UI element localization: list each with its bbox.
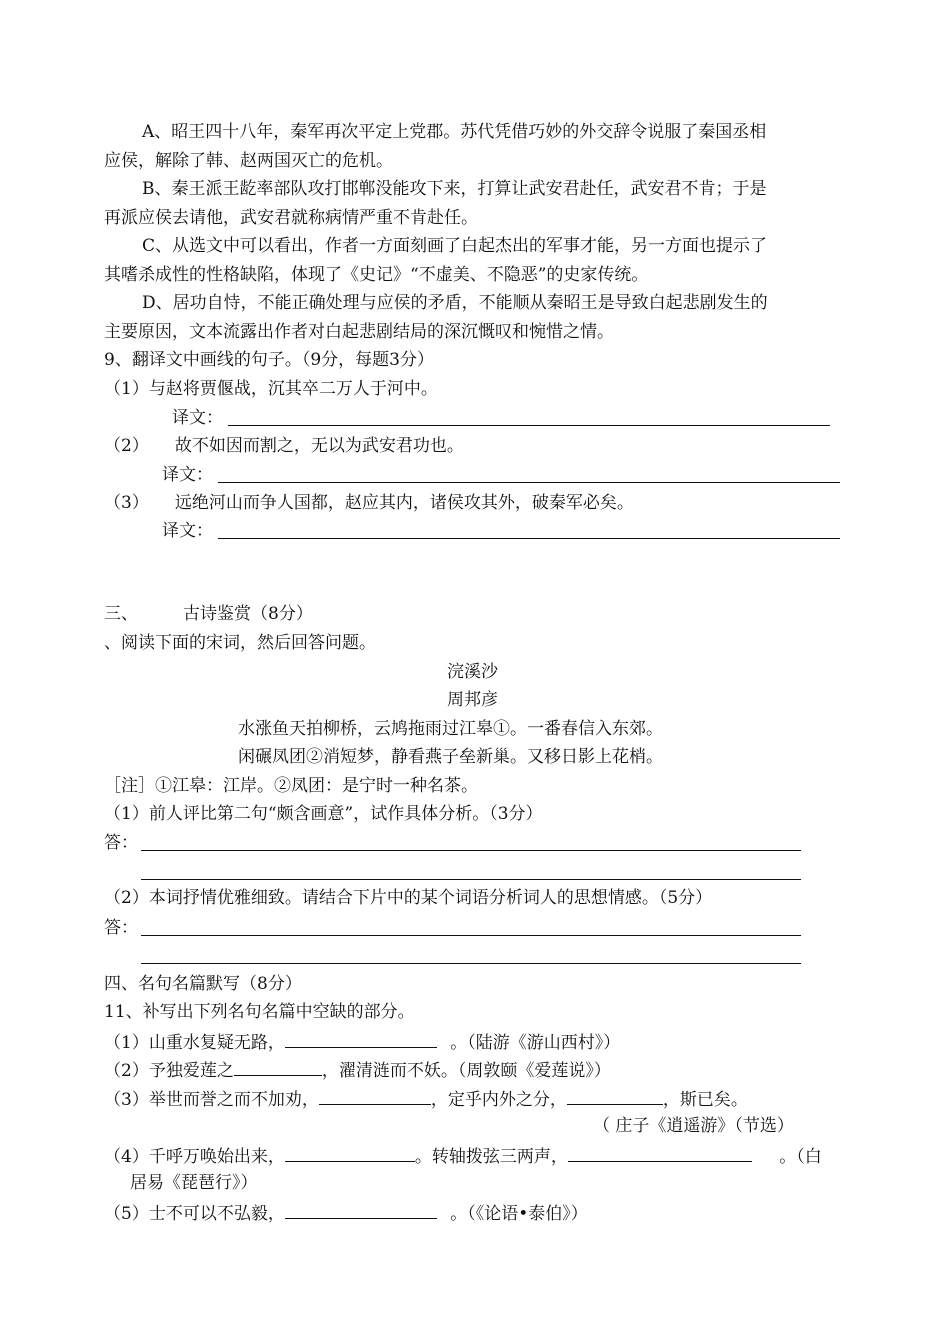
recite-item-3 <box>104 1086 748 1112</box>
recite-item-3-blank-1[interactable] <box>319 1086 431 1105</box>
section3-heading <box>104 602 313 626</box>
option-d-line1: D、居功自恃，不能正确处理与应侯的矛盾，不能顺从秦昭王是导致白起悲剧发生的 <box>142 293 768 313</box>
recite-item-5 <box>104 1200 588 1226</box>
recite-item-1-source: 。（陆游《游山西村》） <box>444 1033 621 1053</box>
poem-note: ［注］①江皋：江岸。②凤团：是宁时一种名茶。 <box>104 776 478 796</box>
q9-item-3-text: 远绝河山而争人国都，赵应其内，诸侯攻其外，破秦军必矣。 <box>174 493 634 513</box>
recite-item-5-prompt: （5）士不可以不弘毅， <box>104 1204 285 1224</box>
recite-item-5-source: 。（《论语•泰伯》） <box>444 1204 588 1224</box>
option-a-line1: A、昭王四十八年，秦军再次平定上党郡。苏代凭借巧妙的外交辞令说服了秦国丞相 <box>142 122 767 142</box>
poem-author: 周邦彦 <box>447 690 498 710</box>
section3-heading-num: 三、 <box>104 604 138 624</box>
section3-q2-answer-label: 答： <box>104 918 138 938</box>
recite-item-4 <box>104 1143 822 1169</box>
poem-title: 浣溪沙 <box>447 662 498 682</box>
recite-item-1-blank[interactable] <box>285 1029 437 1048</box>
section4-q11: 11、补写出下列名句名篇中空缺的部分。 <box>104 1002 415 1022</box>
recite-item-3-blank-2[interactable] <box>567 1086 663 1105</box>
recite-item-3-mid: ，定乎内外之分， <box>430 1090 567 1110</box>
section3-q2-answer-line-1[interactable] <box>141 935 801 936</box>
section3-q2-answer-line-2[interactable] <box>141 963 801 964</box>
recite-item-4-blank-1[interactable] <box>285 1143 415 1162</box>
recite-item-2 <box>104 1057 611 1083</box>
q9-item-1-text: 与赵将贾偃战，沉其卒二万人于河中。 <box>148 379 438 399</box>
recite-item-3-prompt: （3）举世而誉之而不加劝， <box>104 1090 319 1110</box>
section3-q2: （2）本词抒情优雅细致。请结合下片中的某个词语分析词人的思想情感。（5分） <box>104 888 713 908</box>
q9-item-2-answer-line[interactable] <box>218 482 840 483</box>
section3-q1-answer-line-1[interactable] <box>141 850 801 851</box>
q9-item-1-answer-label: 译文： <box>172 408 223 428</box>
option-a-line2: 应侯，解除了韩、赵两国灭亡的危机。 <box>104 151 393 171</box>
section3-q1-answer-label: 答： <box>104 833 138 853</box>
section3-q1-answer-line-2[interactable] <box>141 879 801 880</box>
q9-item-1-num: （1） <box>104 379 149 399</box>
q9-item-3-answer-line[interactable] <box>218 538 840 539</box>
q9-item-1-answer-line[interactable] <box>228 425 830 426</box>
option-c-line1: C、从选文中可以看出，作者一方面刻画了白起杰出的军事才能，另一方面也提示了 <box>142 236 768 256</box>
recite-item-3-source: （ 庄子《逍遥游》（节选） <box>593 1116 794 1136</box>
recite-item-4-source-cont: 居易《琵琶行》） <box>130 1173 258 1193</box>
poem-line-2: 闲碾凤团②消短梦，静看燕子垒新巢。又移日影上花梢。 <box>238 747 663 767</box>
recite-item-1-prompt: （1）山重水复疑无路， <box>104 1033 285 1053</box>
recite-item-4-mid: 。转轴拨弦三两声， <box>414 1147 568 1167</box>
q9-item-3 <box>104 491 634 515</box>
recite-item-4-source: 。（白 <box>773 1147 822 1167</box>
recite-item-5-blank[interactable] <box>285 1200 437 1219</box>
recite-item-2-prompt: （2）予独爱莲之 <box>104 1061 234 1081</box>
option-b-line1: B、秦王派王龁率部队攻打邯郸没能攻下来，打算让武安君赴任，武安君不肯；于是 <box>142 179 767 199</box>
q9-item-1 <box>104 377 438 401</box>
recite-item-1 <box>104 1029 620 1055</box>
q9-item-3-answer-label: 译文： <box>162 521 213 541</box>
section3-q1: （1）前人评比第二句“颇含画意”，试作具体分析。（3分） <box>104 804 543 824</box>
option-b-line2: 再派应侯去请他，武安君就称病情严重不肯赴任。 <box>104 208 478 228</box>
section3-heading-title: 古诗鉴赏（8分） <box>183 604 313 624</box>
recite-item-4-blank-2[interactable] <box>568 1143 752 1162</box>
section4-heading: 四、名句名篇默写（8分） <box>104 974 302 994</box>
q9-item-2 <box>104 434 464 458</box>
recite-item-2-blank[interactable] <box>234 1057 322 1076</box>
q9-item-2-text: 故不如因而割之，无以为武安君功也。 <box>174 436 464 456</box>
q9-item-2-num: （2） <box>104 436 149 456</box>
q9-item-3-num: （3） <box>104 493 149 513</box>
recite-item-2-rest: ，濯清涟而不妖。（周敦颐《爱莲说》） <box>321 1061 611 1081</box>
section3-intro: 、阅读下面的宋词，然后回答问题。 <box>104 633 376 653</box>
poem-line-1: 水涨鱼天拍柳桥，云鸠拖雨过江皋①。一番春信入东郊。 <box>238 719 663 739</box>
option-c-line2: 其嗜杀成性的性格缺陷，体现了《史记》“不虚美、不隐恶”的史家传统。 <box>104 265 649 285</box>
q9-title: 9、翻译文中画线的句子。（9分，每题3分） <box>104 350 434 370</box>
recite-item-4-prompt: （4）千呼万唤始出来， <box>104 1147 285 1167</box>
option-d-line2: 主要原因，文本流露出作者对白起悲剧结局的深沉慨叹和惋惜之情。 <box>104 322 614 342</box>
recite-item-3-end: ，斯已矣。 <box>662 1090 748 1110</box>
q9-item-2-answer-label: 译文： <box>162 465 213 485</box>
